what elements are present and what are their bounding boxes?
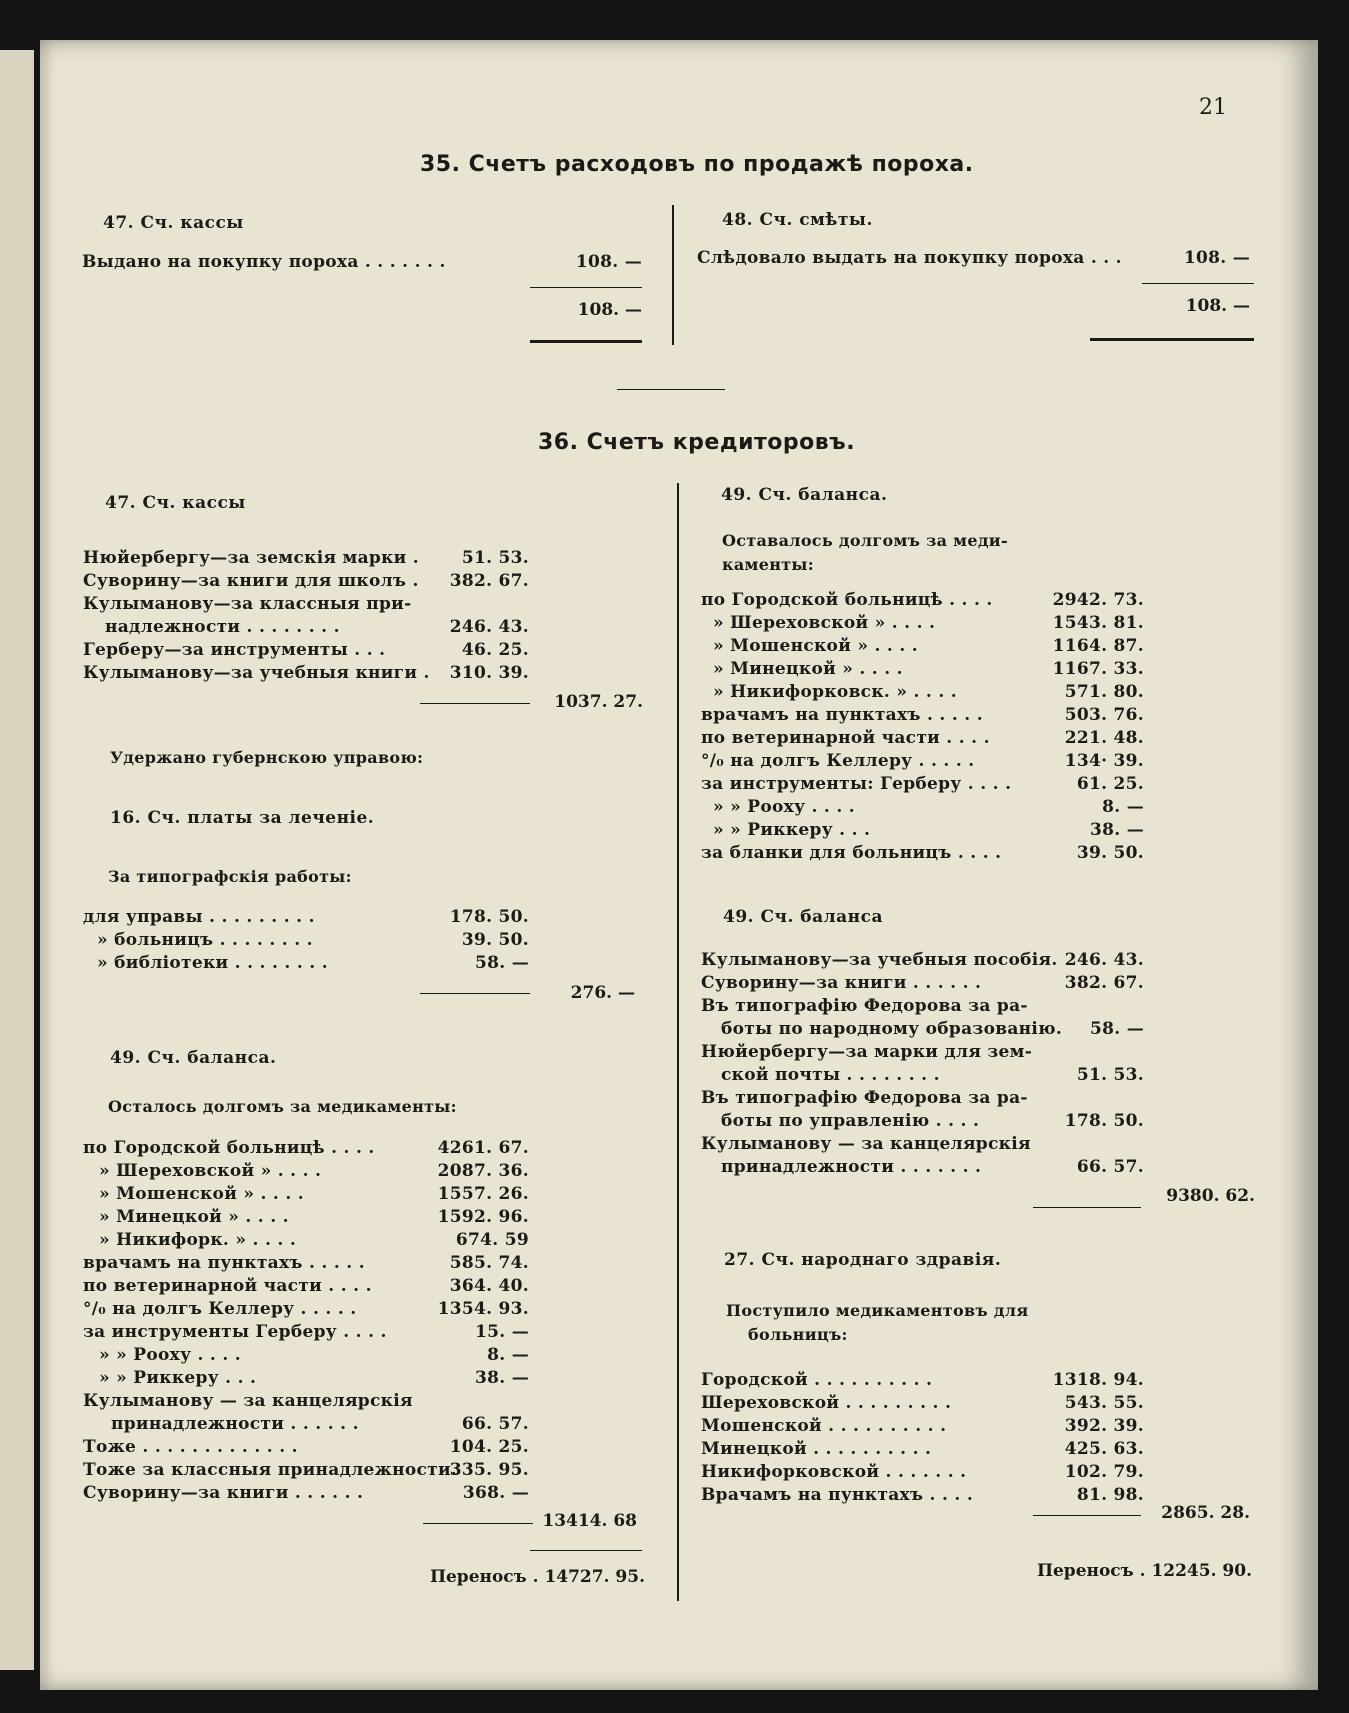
ledger-row <box>83 1390 529 1413</box>
row-label: Герберу—за инструменты . . . <box>83 640 386 660</box>
s35-right-total: 108. — <box>1185 296 1250 316</box>
ledger-row <box>701 1438 1144 1461</box>
row-amount: 543. 55. <box>1064 1393 1144 1413</box>
row-amount: 134· 39. <box>1064 751 1144 771</box>
row-label: Кулыманову — за канцелярскія <box>701 1134 1031 1154</box>
row-label: Мошенской . . . . . . . . . . <box>701 1416 947 1436</box>
row-amount: 4261. 67. <box>437 1138 529 1158</box>
s36-column-divider <box>677 483 679 1601</box>
s35-column-divider <box>672 205 674 345</box>
row-amount: 246. 43. <box>1064 950 1144 970</box>
row-amount: 51. 53. <box>1076 1065 1144 1085</box>
row-label: ской почты . . . . . . . . <box>721 1065 940 1085</box>
row-amount: 108. — <box>575 252 642 272</box>
row-label: Суворину—за книги . . . . . . <box>83 1483 364 1503</box>
s35-right-header: 48. Сч. смѣты. <box>722 210 873 230</box>
s36-left-uderzhano: Удержано губернскою управою: <box>110 748 424 767</box>
row-amount: 108. — <box>1183 248 1250 268</box>
row-label: боты по управленію . . . . <box>721 1111 980 1131</box>
row-label: » Минецкой » . . . . <box>713 659 903 679</box>
row-label: » Минецкой » . . . . <box>99 1207 289 1227</box>
row-label: по ветеринарной части . . . . <box>83 1276 372 1296</box>
row-amount: 8. — <box>1102 797 1144 817</box>
s36-left-kassa-total: 1037. 27. <box>554 692 643 712</box>
ledger-row <box>83 1137 529 1160</box>
ledger-row <box>83 1252 529 1275</box>
s36-left-balans-intro: Осталось долгомъ за медикаменты: <box>108 1097 457 1116</box>
s35-left-total: 108. — <box>577 300 642 320</box>
row-amount: 221. 48. <box>1064 728 1144 748</box>
row-amount: 585. 74. <box>449 1253 529 1273</box>
row-amount: 102. 79. <box>1064 1462 1144 1482</box>
ledger-row <box>701 819 1144 842</box>
section-36-title: 36. Счетъ кредиторовъ. <box>538 430 856 455</box>
ledger-row <box>701 1369 1144 1392</box>
s36-left-perenos: Переносъ . 14727. 95. <box>429 1567 645 1587</box>
row-label: Кулыманову—за классныя при- <box>83 594 412 614</box>
row-label: Тоже . . . . . . . . . . . . . <box>83 1437 298 1457</box>
ledger-row <box>83 1298 529 1321</box>
s36-right-balans2-total: 9380. 62. <box>1166 1186 1255 1206</box>
s36-right-balans1-rows <box>701 589 1144 865</box>
row-label: врачамъ на пунктахъ . . . . . <box>83 1253 365 1273</box>
row-label: Суворину—за книги для школъ . <box>83 571 419 591</box>
s36-right-zdravie-intro-line1: Поступило медикаментовъ для <box>726 1301 1029 1320</box>
row-amount: 1318. 94. <box>1052 1370 1144 1390</box>
row-label: врачамъ на пунктахъ . . . . . <box>701 705 983 725</box>
row-amount: 2942. 73. <box>1052 590 1144 610</box>
row-amount: 571. 80. <box>1064 682 1144 702</box>
row-label: Въ типографію Федорова за ра- <box>701 1088 1028 1108</box>
s36-left-balans-total: 13414. 68 <box>542 1511 637 1531</box>
row-amount: 1354. 93. <box>437 1299 529 1319</box>
rule <box>1033 1207 1141 1208</box>
ledger-row <box>701 635 1144 658</box>
row-label: °/₀ на долгъ Келлеру . . . . . <box>83 1299 357 1319</box>
ledger-row <box>701 612 1144 635</box>
row-amount: 1557. 26. <box>437 1184 529 1204</box>
ledger-row <box>83 1344 529 1367</box>
row-amount: 61. 25. <box>1076 774 1144 794</box>
ledger-row <box>82 251 642 274</box>
row-label: Нюйербергу—за земскія марки . <box>83 548 420 568</box>
ledger-row <box>701 995 1144 1018</box>
ledger-row <box>701 1156 1144 1179</box>
row-label: по ветеринарной части . . . . <box>701 728 990 748</box>
s36-left-lechenie-rows <box>83 906 529 975</box>
row-label: Слѣдовало выдать на покупку пороха . . . <box>697 248 1122 268</box>
section-35-title: 35. Счетъ расходовъ по продажѣ пороха. <box>420 152 974 177</box>
s36-right-zdravie-header: 27. Сч. народнаго здравія. <box>724 1250 1002 1270</box>
ledger-row <box>701 1064 1144 1087</box>
row-amount: 58. — <box>475 953 529 973</box>
ledger-row <box>83 1482 529 1505</box>
ledger-row <box>83 1413 529 1436</box>
s35-left-rows <box>82 251 642 274</box>
ledger-row <box>701 1018 1144 1041</box>
row-label: » Шереховской » . . . . <box>713 613 936 633</box>
row-amount: 310. 39. <box>449 663 529 683</box>
s36-left-balans-header: 49. Сч. баланса. <box>110 1048 277 1068</box>
row-label: Нюйербергу—за марки для зем- <box>701 1042 1033 1062</box>
ledger-row <box>83 1160 529 1183</box>
rule <box>530 287 642 288</box>
row-amount: 503. 76. <box>1064 705 1144 725</box>
ledger-row <box>701 1484 1144 1507</box>
row-label: » » Риккеру . . . <box>713 820 871 840</box>
row-amount: 1592. 96. <box>437 1207 529 1227</box>
row-label: боты по народному образованію. <box>721 1019 1063 1039</box>
ledger-row <box>83 662 529 685</box>
ledger-row <box>701 658 1144 681</box>
ledger-row <box>83 1436 529 1459</box>
ledger-row <box>83 929 529 952</box>
row-label: Минецкой . . . . . . . . . . <box>701 1439 932 1459</box>
row-label: » » Рооху . . . . <box>713 797 856 817</box>
rule <box>530 1550 642 1551</box>
page-number: 21 <box>1199 95 1227 120</box>
row-label: Врачамъ на пунктахъ . . . . <box>701 1485 974 1505</box>
s35-left-header: 47. Сч. кассы <box>103 213 244 233</box>
ledger-row <box>83 1206 529 1229</box>
ledger-row <box>83 1229 529 1252</box>
row-label: » библіотеки . . . . . . . . <box>97 953 328 973</box>
s36-right-perenos: Переносъ . 12245. 90. <box>1036 1561 1252 1581</box>
section-separator <box>617 389 725 390</box>
row-amount: 178. 50. <box>449 907 529 927</box>
ledger-row <box>701 727 1144 750</box>
row-label: за инструменты: Герберу . . . . <box>701 774 1012 794</box>
ledger-row <box>83 1275 529 1298</box>
row-label: Кулыманову — за канцелярскія <box>83 1391 413 1411</box>
ledger-row <box>701 842 1144 865</box>
row-amount: 66. 57. <box>461 1414 529 1434</box>
row-amount: 81. 98. <box>1076 1485 1144 1505</box>
ledger-row <box>701 750 1144 773</box>
row-label: Никифорковской . . . . . . . <box>701 1462 967 1482</box>
row-amount: 368. — <box>462 1483 529 1503</box>
ledger-row <box>701 796 1144 819</box>
ledger-row <box>83 570 529 593</box>
ledger-row <box>83 547 529 570</box>
s36-left-lechenie-total: 276. — <box>570 983 635 1003</box>
ledger-row <box>701 1087 1144 1110</box>
row-amount: 392. 39. <box>1064 1416 1144 1436</box>
row-label: » больницъ . . . . . . . . <box>97 930 313 950</box>
row-amount: 1543. 81. <box>1052 613 1144 633</box>
row-amount: 1167. 33. <box>1052 659 1144 679</box>
s36-left-lechenie-header: 16. Сч. платы за леченіе. <box>110 808 375 828</box>
row-label: Суворину—за книги . . . . . . <box>701 973 982 993</box>
row-amount: 335. 95. <box>449 1460 529 1480</box>
row-amount: 46. 25. <box>461 640 529 660</box>
row-amount: 39. 50. <box>1076 843 1144 863</box>
row-label: » Никифорк. » . . . . <box>99 1230 297 1250</box>
s35-right-rows <box>697 247 1250 270</box>
row-amount: 674. 59 <box>455 1230 529 1250</box>
row-label: принадлежности . . . . . . . <box>721 1157 982 1177</box>
ledger-row <box>701 681 1144 704</box>
double-rule <box>530 340 642 343</box>
row-amount: 38. — <box>1090 820 1144 840</box>
row-amount: 66. 57. <box>1076 1157 1144 1177</box>
row-amount: 39. 50. <box>461 930 529 950</box>
row-amount: 382. 67. <box>449 571 529 591</box>
s36-right-zdravie-total: 2865. 28. <box>1161 1503 1250 1523</box>
row-label: Кулыманову—за учебныя книги . <box>83 663 430 683</box>
ledger-row <box>701 972 1144 995</box>
row-amount: 1164. 87. <box>1052 636 1144 656</box>
row-amount: 364. 40. <box>449 1276 529 1296</box>
row-amount: 51. 53. <box>461 548 529 568</box>
s36-left-kassa-rows <box>83 547 529 685</box>
ledger-row <box>697 247 1250 270</box>
row-label: по Городской больницѣ . . . . <box>701 590 993 610</box>
row-label: за инструменты Герберу . . . . <box>83 1322 387 1342</box>
s36-left-balans-rows <box>83 1137 529 1505</box>
double-rule <box>1090 338 1254 341</box>
ledger-row <box>83 593 529 616</box>
row-amount: 8. — <box>487 1345 529 1365</box>
s36-right-balans2-rows <box>701 949 1144 1179</box>
s36-right-balans1-header: 49. Сч. баланса. <box>721 485 888 505</box>
ledger-row <box>83 1183 529 1206</box>
rule <box>1142 283 1254 284</box>
row-label: » Мошенской » . . . . <box>99 1184 304 1204</box>
row-amount: 425. 63. <box>1064 1439 1144 1459</box>
s36-right-balans2-header: 49. Сч. баланса <box>723 907 883 927</box>
ledger-row <box>701 1415 1144 1438</box>
row-amount: 246. 43. <box>449 617 529 637</box>
ledger-row <box>83 1459 529 1482</box>
ledger-row <box>83 1321 529 1344</box>
ledger-row <box>83 1367 529 1390</box>
ledger-row <box>701 949 1144 972</box>
row-label: надлежности . . . . . . . . <box>105 617 340 637</box>
row-label: Выдано на покупку пороха . . . . . . . <box>82 252 446 272</box>
row-label: принадлежности . . . . . . <box>111 1414 359 1434</box>
ledger-row <box>701 1041 1144 1064</box>
row-amount: 15. — <box>475 1322 529 1342</box>
ledger-row <box>701 1110 1144 1133</box>
row-amount: 58. — <box>1090 1019 1144 1039</box>
row-label: Шереховской . . . . . . . . . <box>701 1393 952 1413</box>
facing-page-edge <box>0 50 34 1670</box>
ledger-row <box>83 906 529 929</box>
ledger-row <box>701 589 1144 612</box>
row-label: для управы . . . . . . . . . <box>83 907 315 927</box>
row-label: » » Рооху . . . . <box>99 1345 242 1365</box>
row-label: » Шереховской » . . . . <box>99 1161 322 1181</box>
row-amount: 178. 50. <box>1064 1111 1144 1131</box>
row-amount: 382. 67. <box>1064 973 1144 993</box>
row-amount: 38. — <box>475 1368 529 1388</box>
ledger-row <box>701 773 1144 796</box>
ledger-row <box>83 639 529 662</box>
row-label: Тоже за классныя принадлежности. <box>83 1460 458 1480</box>
ledger-row <box>701 1461 1144 1484</box>
ledger-row <box>701 704 1144 727</box>
row-label: » » Риккеру . . . <box>99 1368 257 1388</box>
ledger-row <box>83 616 529 639</box>
row-label: Въ типографію Федорова за ра- <box>701 996 1028 1016</box>
s36-left-lechenie-intro: За типографскія работы: <box>108 867 352 886</box>
row-label: за бланки для больницъ . . . . <box>701 843 1002 863</box>
s36-right-zdravie-rows <box>701 1369 1144 1507</box>
ledger-row <box>701 1133 1144 1156</box>
ledger-row <box>83 952 529 975</box>
row-label: Кулыманову—за учебныя пособія. <box>701 950 1058 970</box>
row-amount: 2087. 36. <box>437 1161 529 1181</box>
s36-left-kassa-header: 47. Сч. кассы <box>105 493 246 513</box>
s36-right-balans1-intro-line2: каменты: <box>722 555 814 574</box>
row-label: » Мошенской » . . . . <box>713 636 918 656</box>
row-label: Городской . . . . . . . . . . <box>701 1370 933 1390</box>
s36-right-zdravie-intro-line2: больницъ: <box>748 1325 848 1344</box>
ledger-row <box>701 1392 1144 1415</box>
s36-right-balans1-intro-line1: Оставалось долгомъ за меди- <box>722 531 1008 550</box>
row-label: по Городской больницѣ . . . . <box>83 1138 375 1158</box>
row-amount: 104. 25. <box>449 1437 529 1457</box>
row-label: » Никифорковск. » . . . . <box>713 682 958 702</box>
row-label: °/₀ на долгъ Келлеру . . . . . <box>701 751 975 771</box>
